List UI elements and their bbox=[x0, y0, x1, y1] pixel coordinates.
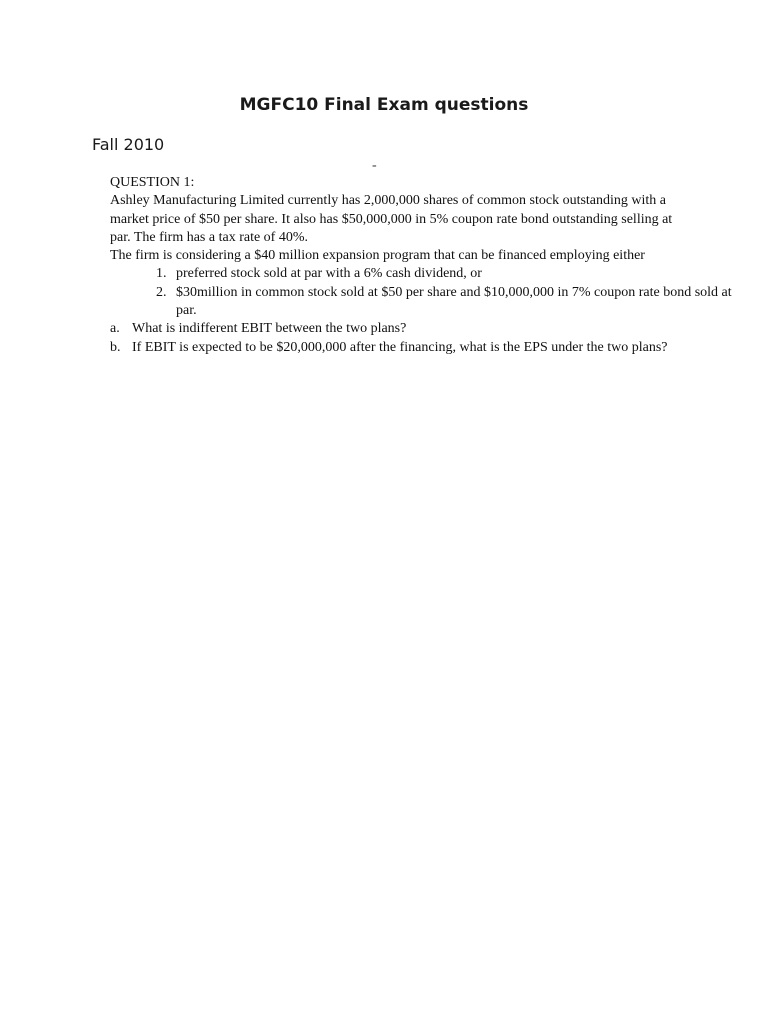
document-title: MGFC10 Final Exam questions bbox=[239, 95, 529, 115]
option-text: preferred stock sold at par with a 6% cash dividend, or bbox=[176, 266, 482, 282]
option-text: $30million in common stock sold at $50 per share and $10,000,000 in 7% coupon rate bond sold at par. bbox=[176, 284, 732, 319]
question-block bbox=[110, 174, 740, 357]
question-part bbox=[110, 320, 740, 338]
option-number: 1. bbox=[156, 266, 167, 282]
question-intro-line: The firm is considering a $40 million expansion program that can be financed employing either bbox=[110, 248, 645, 264]
financing-option bbox=[110, 265, 740, 283]
separator-mark: - bbox=[372, 158, 377, 173]
question-intro-line: par. The firm has a tax rate of 40%. bbox=[110, 229, 309, 245]
financing-option bbox=[110, 284, 740, 321]
question-intro-line: market price of $50 per share. It also has $50,000,000 in 5% coupon rate bond outstanding selling at bbox=[110, 211, 673, 227]
question-part bbox=[110, 339, 740, 357]
part-text: What is indifferent EBIT between the two plans? bbox=[132, 321, 407, 337]
part-text: If EBIT is expected to be $20,000,000 after the financing, what is the EPS under the two plans? bbox=[132, 339, 668, 355]
option-number: 2. bbox=[156, 284, 167, 300]
question-parts-list bbox=[110, 320, 740, 357]
exam-term: Fall 2010 bbox=[92, 135, 165, 154]
question-intro-line: Ashley Manufacturing Limited currently has 2,000,000 shares of common stock outstanding with a bbox=[110, 193, 667, 209]
question-heading: QUESTION 1: bbox=[110, 175, 195, 190]
part-letter: a. bbox=[110, 321, 120, 337]
part-letter: b. bbox=[110, 339, 121, 355]
financing-options-list bbox=[110, 265, 740, 320]
